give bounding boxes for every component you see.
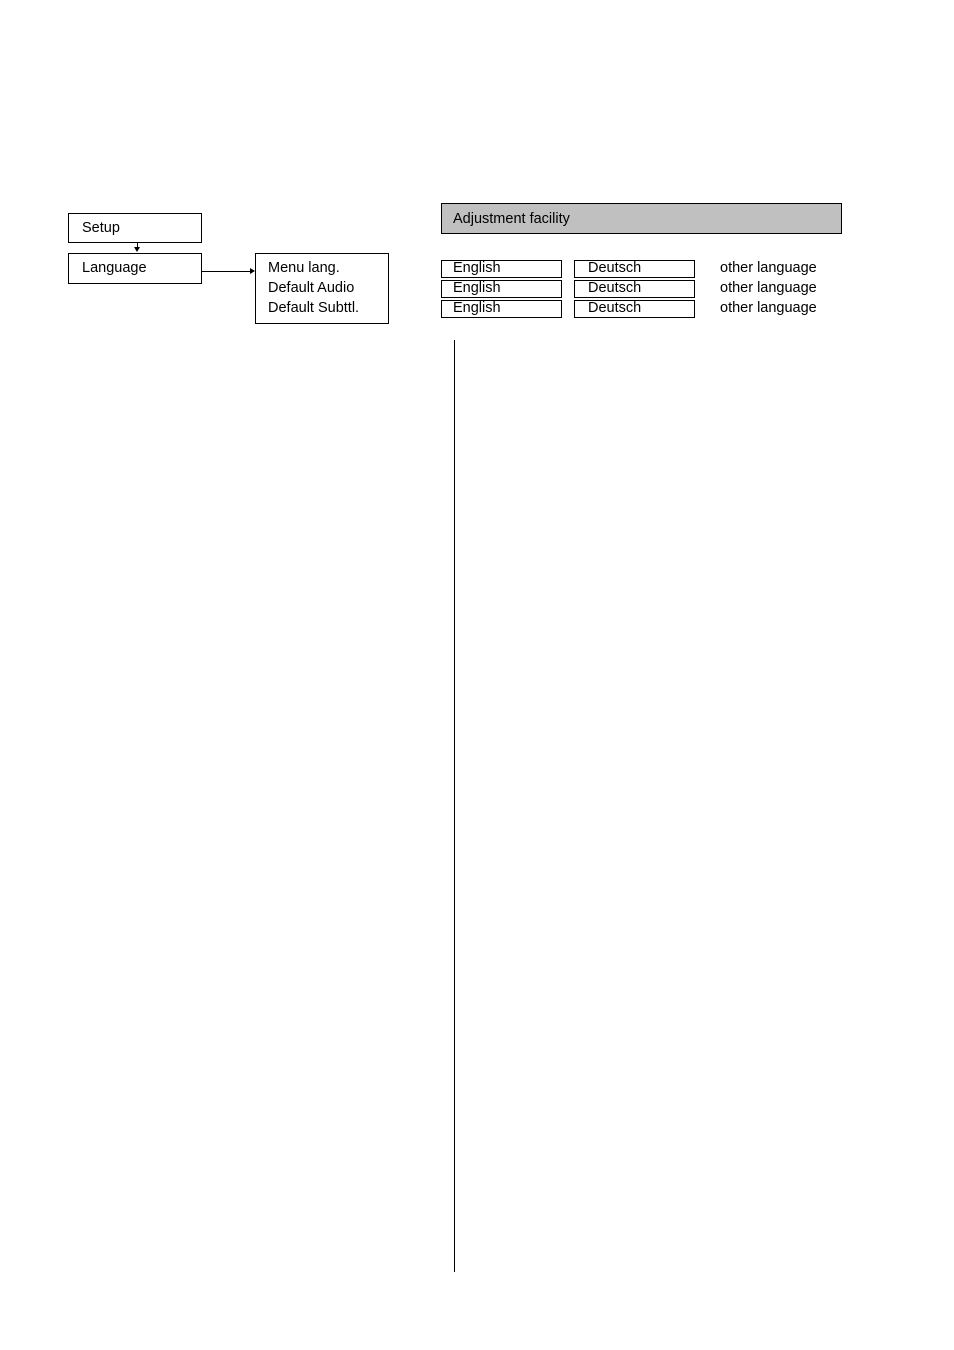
adjustment-facility-header — [441, 203, 842, 234]
submenu-item-default-subtitle: Default Subttl. — [268, 300, 360, 316]
setup-label: Setup — [82, 220, 120, 236]
column-divider — [454, 340, 455, 1272]
submenu-item-default-audio: Default Audio — [268, 280, 355, 296]
adjustment-header-label: Adjustment facility — [453, 211, 570, 227]
option-other-language: other language — [720, 300, 817, 316]
option-english: English — [441, 300, 562, 318]
option-english: English — [441, 280, 562, 298]
option-english: English — [441, 260, 562, 278]
language-menu-box — [68, 253, 202, 284]
default-audio-options-row — [441, 280, 841, 298]
option-deutsch: Deutsch — [574, 280, 695, 298]
option-deutsch: Deutsch — [574, 260, 695, 278]
language-to-submenu-connector — [202, 271, 251, 272]
menu-lang-options-row — [441, 260, 841, 278]
language-submenu-box — [255, 253, 389, 324]
option-other-language: other language — [720, 260, 817, 276]
language-label: Language — [82, 260, 147, 276]
setup-menu-box — [68, 213, 202, 243]
option-deutsch: Deutsch — [574, 300, 695, 318]
submenu-item-menu-lang: Menu lang. — [268, 260, 340, 276]
down-arrow-icon — [134, 247, 140, 252]
option-other-language: other language — [720, 280, 817, 296]
default-subtitle-options-row — [441, 300, 841, 318]
